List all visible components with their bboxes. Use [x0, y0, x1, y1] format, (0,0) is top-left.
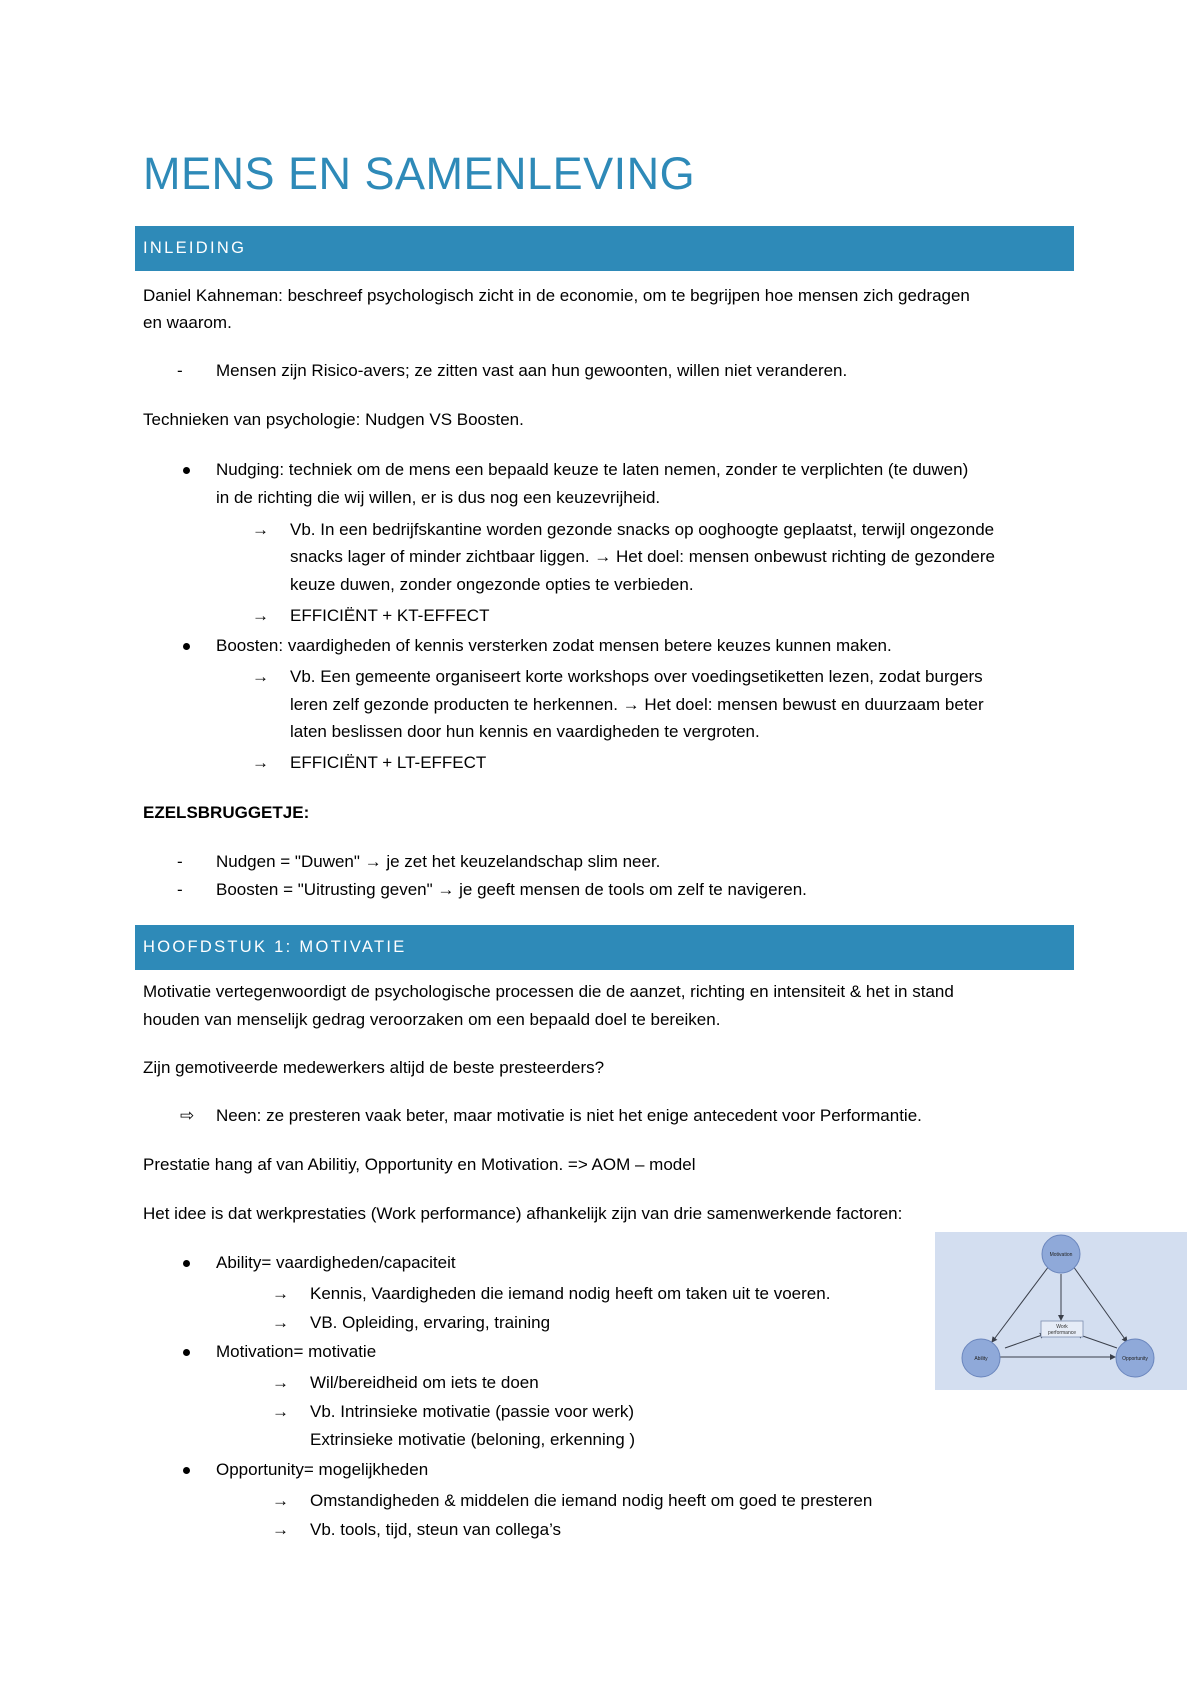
bullet-icon	[183, 1467, 190, 1474]
dash-marker: -	[177, 880, 183, 899]
ezelsbruggetje-heading: EZELSBRUGGETJE:	[143, 803, 310, 822]
section-header-label: HOOFDSTUK 1: MOTIVATIE	[143, 938, 407, 956]
arrow-icon: →	[252, 606, 269, 625]
question-paragraph: Zijn gemotiveerde medewerkers altijd de beste presteerders?	[143, 1058, 605, 1077]
motivation-node-label: Motivation	[1049, 1252, 1073, 1258]
motivation-sub-item: Wil/bereidheid om iets te doen	[310, 1373, 539, 1392]
nudging-line: in de richting die wij willen, er is dus nog een keuzevrijheid.	[216, 488, 661, 507]
bullet-icon	[183, 643, 190, 650]
bullet-icon	[183, 467, 190, 474]
nudging-example-line: keuze duwen, zonder ongezonde opties te verbieden.	[290, 575, 694, 594]
ability-item: Ability= vaardigheden/capaciteit	[216, 1253, 456, 1272]
boosten-example-line: laten beslissen door hun kennis en vaardigheden te vergroten.	[290, 722, 760, 741]
page-title: MENS EN SAMENLEVING	[143, 148, 696, 199]
arrow-icon: →	[272, 1284, 289, 1303]
ezelsbruggetje-item: Boosten = "Uitrusting geven" → je geeft mensen de tools om zelf te navigeren.	[216, 880, 807, 899]
section-header-label: INLEIDING	[143, 239, 247, 257]
intro-paragraph-techniques: Technieken van psychologie: Nudgen VS Boosten.	[143, 410, 524, 429]
arrow-icon: →	[252, 520, 269, 539]
ability-sub-item: Kennis, Vaardigheden die iemand nodig heeft om taken uit te voeren.	[310, 1284, 831, 1303]
boosten-example-line: Vb. Een gemeente organiseert korte workshops over voedingsetiketten lezen, zodat burgers	[290, 667, 983, 686]
work-performance-label: performance	[1047, 1330, 1077, 1336]
intro-paragraph-line: Daniel Kahneman: beschreef psychologisch zicht in de economie, om te begrijpen hoe mensen zich gedragen	[143, 286, 970, 305]
motivation-definition-line: houden van menselijk gedrag veroorzaken om een bepaald doel te bereiken.	[143, 1010, 721, 1029]
aom-model-figure	[935, 1232, 1187, 1390]
hollow-arrow-icon: ⇨	[180, 1106, 195, 1125]
opportunity-sub-item: Omstandigheden & middelen die iemand nodig heeft om goed te presteren	[310, 1491, 873, 1510]
answer-item: Neen: ze presteren vaak beter, maar motivatie is niet het enige antecedent voor Performantie.	[216, 1106, 922, 1125]
boosten-example-line: leren zelf gezonde producten te herkennen. → Het doel: mensen bewust en duurzaam beter	[290, 695, 984, 714]
section-header-hoofdstuk-1	[135, 925, 1074, 970]
boosten-line: Boosten: vaardigheden of kennis versterken zodat mensen betere keuzes kunnen maken.	[216, 636, 892, 655]
motivation-item: Motivation= motivatie	[216, 1342, 377, 1361]
list-item-risico-avers: Mensen zijn Risico-avers; ze zitten vast aan hun gewoonten, willen niet veranderen.	[216, 361, 848, 380]
ability-sub-item: VB. Opleiding, ervaring, training	[310, 1313, 551, 1332]
edge-motivation-ability	[992, 1266, 1049, 1342]
motivation-definition-line: Motivatie vertegenwoordigt de psychologische processen die de aanzet, richting en intensiteit & het in stand	[143, 982, 954, 1001]
intro-paragraph-line: en waarom.	[143, 313, 232, 332]
arrow-icon: →	[272, 1313, 289, 1332]
arrow-icon: →	[272, 1491, 289, 1510]
dash-marker: -	[177, 361, 183, 380]
opportunity-sub-item: Vb. tools, tijd, steun van collega’s	[310, 1520, 562, 1539]
edge-ability-performance	[1005, 1334, 1045, 1348]
ability-node-label: Ability	[974, 1356, 988, 1362]
nudging-example-line: snacks lager of minder zichtbaar liggen. → Het doel: mensen onbewust richting de gezondere	[290, 547, 995, 566]
section-header-inleiding	[135, 226, 1074, 271]
dash-marker: -	[177, 852, 183, 871]
opportunity-item: Opportunity= mogelijkheden	[216, 1460, 429, 1479]
motivation-sub-item: Extrinsieke motivatie (beloning, erkenning )	[310, 1430, 636, 1449]
aom-diagram	[935, 1232, 1187, 1390]
arrow-icon: →	[252, 753, 269, 772]
opportunity-node-label: Opportunity	[1122, 1356, 1148, 1362]
bullet-icon	[183, 1349, 190, 1356]
boosten-effect: EFFICIËNT + LT-EFFECT	[290, 753, 487, 772]
arrow-icon: →	[272, 1402, 289, 1421]
bullet-icon	[183, 1260, 190, 1267]
nudging-example-line: Vb. In een bedrijfskantine worden gezonde snacks op ooghoogte geplaatst, terwijl ongezonde	[290, 520, 995, 539]
aom-paragraph: Prestatie hang af van Abilitiy, Opportunity en Motivation. => AOM – model	[143, 1155, 696, 1174]
idea-paragraph: Het idee is dat werkprestaties (Work performance) afhankelijk zijn van drie samenwerkende factoren:	[143, 1204, 903, 1223]
arrow-icon: →	[252, 667, 269, 686]
arrow-icon: →	[272, 1373, 289, 1392]
nudging-line: Nudging: techniek om de mens een bepaald keuze te laten nemen, zonder te verplichten (te duwen)	[216, 460, 969, 479]
motivation-sub-item: Vb. Intrinsieke motivatie (passie voor werk)	[310, 1402, 635, 1421]
nudging-effect: EFFICIËNT + KT-EFFECT	[290, 606, 490, 625]
work-performance-label: Work	[1056, 1324, 1068, 1330]
ezelsbruggetje-item: Nudgen = "Duwen" → je zet het keuzelandschap slim neer.	[216, 852, 661, 871]
arrow-icon: →	[272, 1520, 289, 1539]
